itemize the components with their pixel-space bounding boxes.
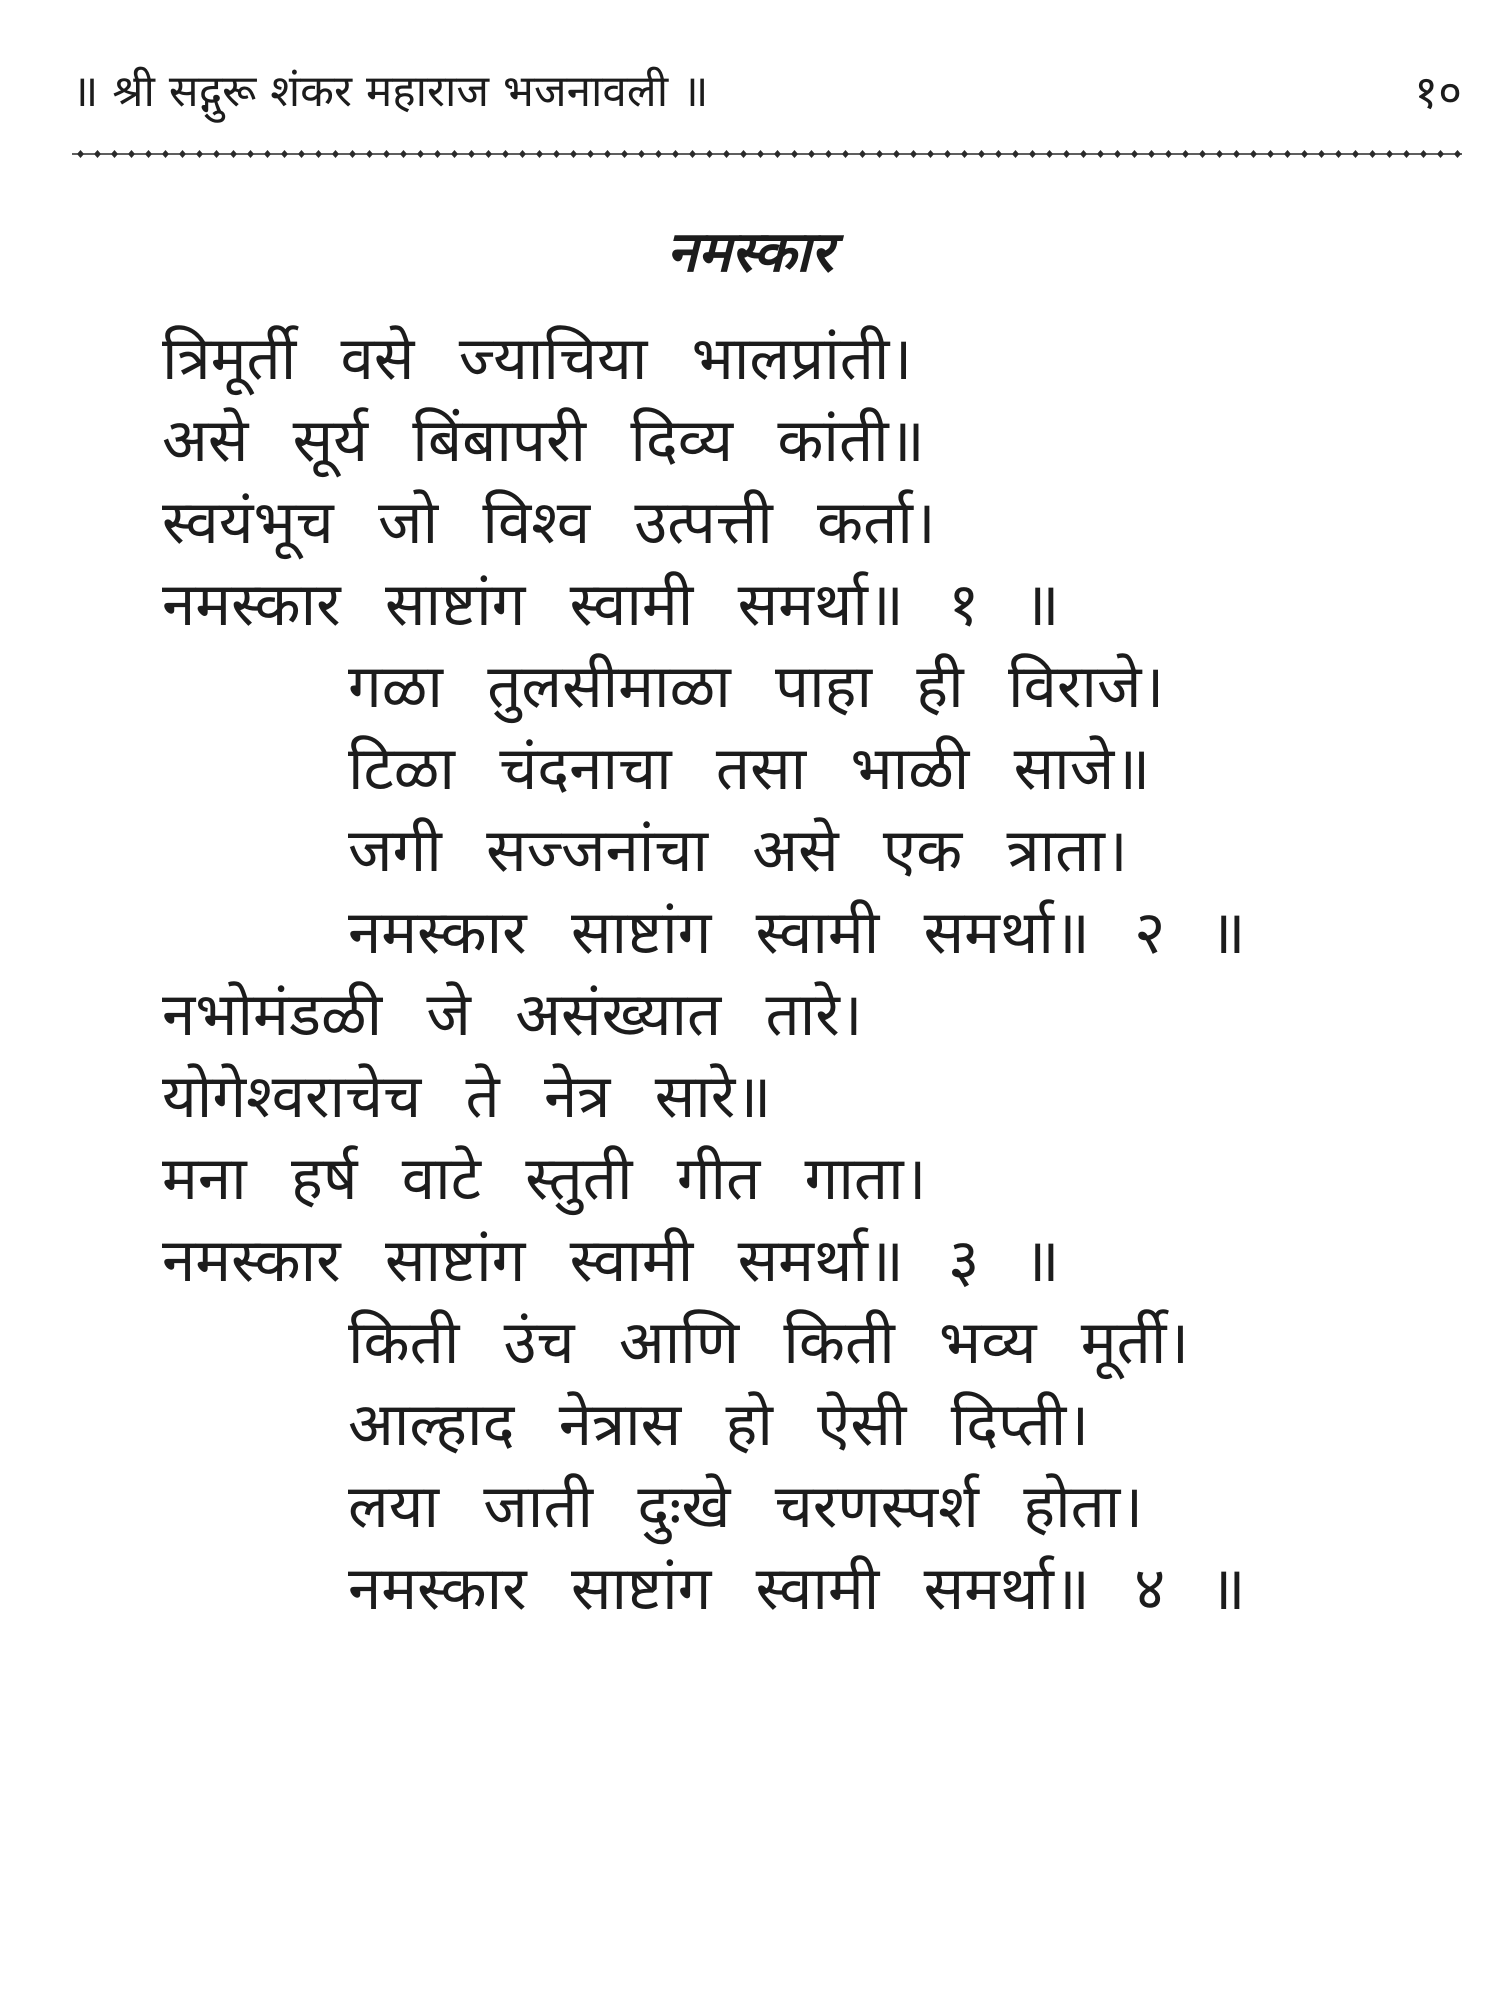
verse-line: टिळा चंदनाचा तसा भाळी साजे॥ xyxy=(348,734,1151,804)
verse-line: गळा तुलसीमाळा पाहा ही विराजे। xyxy=(348,652,1165,722)
verse-4 xyxy=(0,1302,1500,1630)
page-header xyxy=(72,52,1462,132)
verse-2 xyxy=(0,646,1500,974)
verse-line: लया जाती दुःखे चरणस्पर्श होता। xyxy=(348,1472,1144,1542)
verse-line: नभोमंडळी जे असंख्यात तारे। xyxy=(162,980,863,1050)
verse-line: आल्हाद नेत्रास हो ऐसी दिप्ती। xyxy=(348,1390,1090,1460)
book-title: ॥ श्री सद्गुरू शंकर महाराज भजनावली ॥ xyxy=(72,66,709,117)
verse-refrain: नमस्कार साष्टांग स्वामी समर्था॥ १ ॥ xyxy=(162,570,1060,640)
decorative-header-rule xyxy=(72,148,1462,160)
verse-1 xyxy=(0,318,1500,646)
verse-refrain: नमस्कार साष्टांग स्वामी समर्था॥ ३ ॥ xyxy=(162,1226,1060,1296)
verse-line: योगेश्वराचेच ते नेत्र सारे॥ xyxy=(162,1062,772,1132)
verse-line: मना हर्ष वाटे स्तुती गीत गाता। xyxy=(162,1144,927,1214)
verse-line: स्वयंभूच जो विश्व उत्पत्ती कर्ता। xyxy=(162,488,936,558)
verse-line: असे सूर्य बिंबापरी दिव्य कांती॥ xyxy=(162,406,925,476)
section-title: नमस्कार xyxy=(666,219,834,285)
verse-refrain: नमस्कार साष्टांग स्वामी समर्था॥ २ ॥ xyxy=(348,898,1246,968)
verse-3 xyxy=(0,974,1500,1302)
verse-line: जगी सज्जनांचा असे एक त्राता। xyxy=(348,816,1128,886)
verse-line: किती उंच आणि किती भव्य मूर्ती। xyxy=(348,1308,1190,1378)
verse-line: त्रिमूर्ती वसे ज्याचिया भालप्रांती। xyxy=(162,324,913,394)
page-number: १० xyxy=(1414,65,1462,119)
verse-refrain: नमस्कार साष्टांग स्वामी समर्था॥ ४ ॥ xyxy=(348,1554,1246,1624)
verses xyxy=(0,318,1500,1630)
